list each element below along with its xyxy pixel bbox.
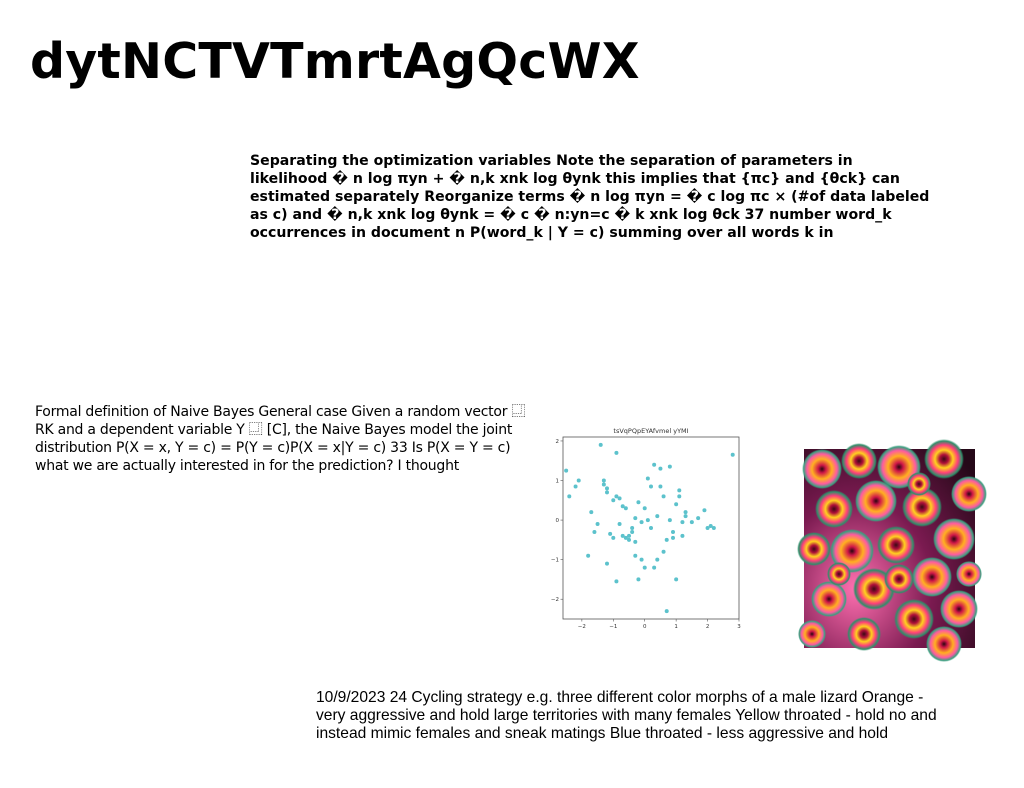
scatter-point: [627, 538, 631, 542]
coral-polyp: [924, 439, 964, 479]
scatter-point: [605, 486, 609, 490]
scatter-point: [596, 522, 600, 526]
scatter-point: [605, 562, 609, 566]
y-tick-label: 2: [555, 438, 559, 445]
coral-polyp: [926, 626, 962, 662]
scatter-point: [677, 494, 681, 498]
coral-photo: [804, 449, 975, 648]
y-tick-label: −1: [550, 557, 559, 564]
scatter-point: [684, 514, 688, 518]
scatter-point: [636, 500, 640, 504]
scatter-point: [621, 534, 625, 538]
scatter-point: [696, 516, 700, 520]
scatter-point: [671, 536, 675, 540]
scatter-point: [614, 579, 618, 583]
scatter-point: [684, 510, 688, 514]
scatter-point: [655, 514, 659, 518]
scatter-point: [706, 526, 710, 530]
coral-polyp: [933, 518, 975, 560]
scatter-point: [640, 558, 644, 562]
x-tick-label: 2: [705, 624, 710, 630]
scatter-point: [674, 577, 678, 581]
scatter-point: [624, 506, 628, 510]
scatter-point: [614, 451, 618, 455]
scatter-point: [652, 566, 656, 570]
scatter-point: [674, 502, 678, 506]
scatter-point: [640, 520, 644, 524]
coral-polyp: [956, 561, 982, 587]
x-tick-label: −2: [577, 624, 586, 630]
coral-polyp: [827, 562, 851, 586]
scatter-point: [677, 488, 681, 492]
scatter-point: [567, 494, 571, 498]
scatter-point: [643, 566, 647, 570]
y-tick-label: 0: [555, 518, 559, 525]
scatter-point: [611, 498, 615, 502]
scatter-point: [589, 510, 593, 514]
coral-polyp: [951, 476, 987, 512]
scatter-point: [633, 554, 637, 558]
scatter-point: [605, 490, 609, 494]
scatter-point: [592, 530, 596, 534]
scatter-point: [690, 520, 694, 524]
y-tick-label: 1: [555, 478, 559, 485]
scatter-point: [646, 518, 650, 522]
naive-bayes-paragraph: Formal definition of Naive Bayes General case Given a random vector ⿽ RK and a dependent variable Y ⿽ [C], the Naive Bayes model the joint distribution P(X = x, Y = c) = P(Y = c)P(X = x|Y = c) 33 Is P(X = Y = c) what we are actually interested in for the prediction? I thought: [35, 404, 526, 474]
scatter-chart: [552, 424, 752, 634]
scatter-point: [602, 479, 606, 483]
scatter-point: [599, 443, 603, 447]
coral-polyp: [855, 480, 897, 522]
scatter-point: [633, 516, 637, 520]
document-title: dytNCTVTmrtAgQcWX: [30, 33, 640, 90]
scatter-point: [662, 494, 666, 498]
scatter-point: [671, 530, 675, 534]
cycling-strategy-paragraph: 10/9/2023 24 Cycling strategy e.g. three different color morphs of a male lizard Orange - very aggressive and hold large territories with many females Yellow throated - hold no and instead mimic females and sneak matings Blue throated - less aggressive and hold: [316, 689, 937, 742]
scatter-point: [577, 479, 581, 483]
x-tick-label: 1: [674, 624, 678, 630]
scatter-point: [564, 469, 568, 473]
scatter-point: [614, 494, 618, 498]
scatter-point: [627, 534, 631, 538]
x-tick-label: −1: [609, 624, 618, 630]
coral-polyp: [940, 590, 978, 628]
scatter-point: [652, 463, 656, 467]
scatter-point: [712, 526, 716, 530]
scatter-point: [586, 554, 590, 558]
scatter-point: [611, 536, 615, 540]
scatter-point: [731, 453, 735, 457]
scatter-point: [649, 526, 653, 530]
y-tick-label: −2: [550, 597, 559, 604]
scatter-point: [680, 534, 684, 538]
scatter-point: [630, 526, 634, 530]
coral-polyp: [894, 599, 934, 639]
scatter-point: [668, 518, 672, 522]
scatter-point: [665, 538, 669, 542]
scatter-point: [574, 484, 578, 488]
scatter-point: [668, 465, 672, 469]
scatter-point: [649, 484, 653, 488]
coral-polyp: [912, 557, 952, 597]
coral-polyp: [884, 564, 914, 594]
scatter-point: [643, 506, 647, 510]
coral-polyp: [877, 526, 915, 564]
scatter-point: [618, 522, 622, 526]
optimization-paragraph: Separating the optimization variables Note the separation of parameters in likelihood � n log πyn + � n,k xnk log θynk this implies that {πc} and {θck} can estimated separately Reorganize terms � n log πyn = � c log πc × (#of data labeled as c) and � n,k xnk log θynk = � c � n:yn=c � k xnk log θck 37 number word_k occurrences in document n P(word_k | Y = c) summing over all words k in: [250, 153, 930, 241]
coral-polyp: [811, 581, 847, 617]
scatter-point: [633, 540, 637, 544]
scatter-point: [630, 530, 634, 534]
coral-polyp: [841, 443, 877, 479]
coral-polyp: [798, 620, 826, 648]
scatter-point: [665, 609, 669, 613]
coral-polyp: [797, 532, 831, 566]
scatter-point: [680, 520, 684, 524]
scatter-point: [658, 484, 662, 488]
scatter-point: [662, 550, 666, 554]
coral-polyp: [802, 449, 842, 489]
scatter-point: [655, 558, 659, 562]
x-tick-label: 3: [737, 624, 741, 630]
scatter-point: [646, 477, 650, 481]
coral-polyp: [815, 490, 853, 528]
coral-polyp: [847, 617, 881, 651]
scatter-point: [702, 508, 706, 512]
scatter-point: [658, 467, 662, 471]
coral-polyp: [907, 472, 931, 496]
coral-image: [804, 449, 975, 648]
x-tick-label: 0: [642, 624, 647, 630]
scatter-point: [636, 577, 640, 581]
chart-title: tsVqPQpEYAfvmel yYMI: [613, 427, 689, 435]
scatter-point: [608, 532, 612, 536]
scatter-point: [602, 482, 606, 486]
